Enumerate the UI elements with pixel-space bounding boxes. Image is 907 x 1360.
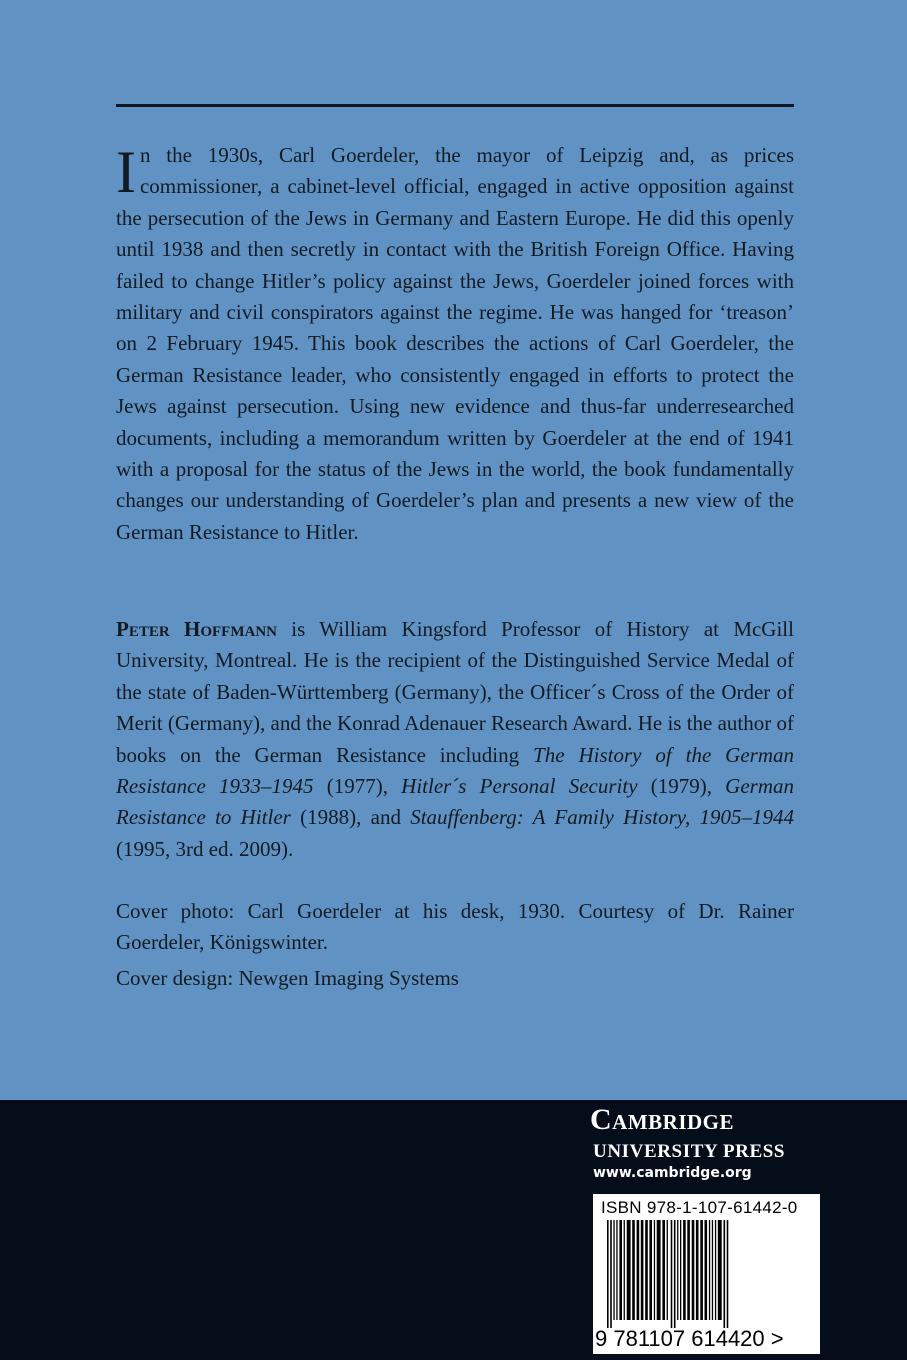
bio-text-1: is William Kingsford Professor of History at McGill University, Montreal. He is the recipient of the Distinguished Service Medal of the state of Baden-Württemberg (Germany), the Officer´s Cross of the Order of Merit (Germany), and the Konrad Adenauer Research Award. He is the author of books on the German Resistance including xyxy=(116,617,794,767)
top-rule xyxy=(116,104,794,107)
book-title-2: Hitler´s Personal Security xyxy=(401,774,638,799)
book-title-4: Stauffenberg: A Family History, 1905–1944 xyxy=(410,805,794,830)
barcode-bar xyxy=(624,1220,625,1320)
barcode-bar xyxy=(692,1220,695,1320)
barcode-digits: 9 781107 614420 > xyxy=(595,1326,784,1351)
barcode-bar xyxy=(654,1220,655,1320)
isbn-label: ISBN 978-1-107-61442-0 xyxy=(601,1198,798,1217)
barcode-bar xyxy=(712,1220,713,1320)
publisher-press: UNIVERSITY PRESS xyxy=(593,1141,786,1162)
publisher-name: Cambridge xyxy=(590,1103,735,1136)
barcode-bar xyxy=(727,1220,729,1328)
cover-design-credit: Cover design: Newgen Imaging Systems xyxy=(116,966,459,990)
bio-text-3: (1979), xyxy=(637,774,726,799)
description-text: n the 1930s, Carl Goerdeler, the mayor of Leipzig and, as prices commissioner, a cabinet-level official, engaged in active opposition against the persecution of the Jews in Germany and Eastern Europe. He did this openly until 1938 and then secretly in contact with the British Foreign Office. Having failed to change Hitler’s policy against the Jews, Goerdeler joined forces with military and civil conspirators against the regime. He was hanged for ‘treason’ on 2 February 1945. This book describes the actions of Carl Goerdeler, the German Resistance leader, who consistently engaged in efforts to protect the Jews against persecution. Using new evidence and thus-far underresearched documents, including a memorandum written by Goerdeler at the end of 1941 with a proposal for the status of the Jews in the world, the book fundamentally changes our understanding of Goerdeler’s plan and presents a new view of the German Resistance to Hitler. xyxy=(116,143,794,544)
barcode-bar xyxy=(700,1220,703,1320)
cover-photo-credit: Cover photo: Carl Goerdeler at his desk, 1930. Courtesy of Dr. Rainer Goerdeler, Königswinter. xyxy=(116,899,794,955)
barcode-bar xyxy=(680,1220,681,1320)
barcode-panel xyxy=(593,1194,820,1354)
barcode-bar xyxy=(687,1220,690,1320)
barcode-bar xyxy=(627,1220,631,1320)
book-title-3: German Resistance to Hitler xyxy=(116,774,794,830)
publisher-url: www.cambridge.org xyxy=(593,1165,752,1181)
barcode-bar xyxy=(613,1220,614,1320)
drop-cap: I xyxy=(116,139,136,205)
barcode-bar xyxy=(645,1220,648,1320)
barcode-bar xyxy=(649,1220,652,1320)
barcode-bar xyxy=(724,1220,726,1328)
book-description xyxy=(116,140,794,548)
barcode-bars xyxy=(599,1220,813,1328)
barcode-bar xyxy=(641,1220,644,1320)
barcode-bar xyxy=(715,1220,716,1320)
bio-text-2: (1977), xyxy=(313,774,402,799)
barcode-bar xyxy=(616,1220,617,1320)
author-name: Peter Hoffmann xyxy=(116,617,277,641)
barcode-bar xyxy=(705,1220,708,1320)
barcode-bar xyxy=(632,1220,635,1320)
barcode-bar xyxy=(709,1220,710,1320)
barcode-bar xyxy=(662,1220,665,1320)
barcode-bar xyxy=(619,1220,622,1320)
bio-text-5: (1995, 3rd ed. 2009). xyxy=(116,836,294,861)
bio-text-4: (1988), and xyxy=(290,805,411,830)
barcode-bar xyxy=(677,1220,678,1320)
barcode-bar xyxy=(657,1220,661,1320)
barcode-bar xyxy=(718,1220,722,1320)
barcode-bar xyxy=(671,1220,673,1328)
book-title-1: The History of the German Resistance 1933–1945 xyxy=(116,742,794,799)
barcode-bar xyxy=(667,1220,668,1320)
barcode-bar xyxy=(674,1220,676,1328)
barcode-bar xyxy=(607,1220,609,1328)
barcode-bar xyxy=(696,1220,699,1320)
barcode-bar xyxy=(683,1220,686,1320)
barcode-bar xyxy=(637,1220,640,1320)
author-bio xyxy=(116,614,794,865)
barcode-bar xyxy=(610,1220,612,1328)
